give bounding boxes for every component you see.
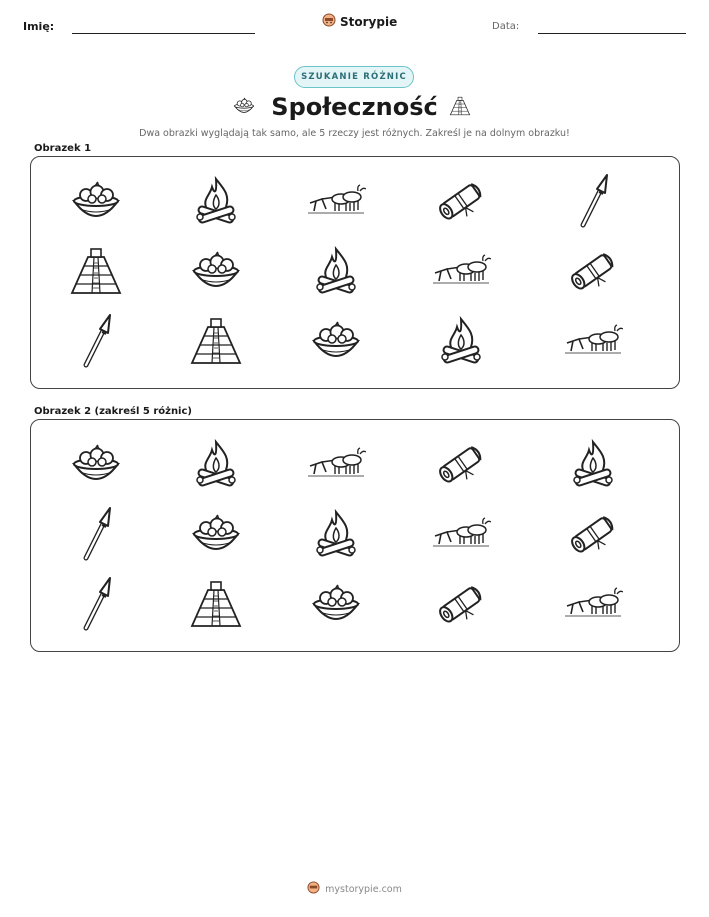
spear-icon[interactable] [66, 506, 126, 562]
ox-plow-icon[interactable] [563, 576, 623, 632]
footer [0, 881, 709, 897]
spear-icon[interactable] [66, 313, 126, 369]
campfire-icon[interactable] [563, 436, 623, 492]
ox-plow-icon[interactable] [306, 173, 366, 229]
storypie-mascot-icon [307, 881, 320, 897]
spear-icon[interactable] [66, 576, 126, 632]
campfire-icon[interactable] [306, 506, 366, 562]
scroll-icon[interactable] [431, 436, 491, 492]
pyramid-icon[interactable] [66, 243, 126, 299]
brand-name: Storypie [340, 14, 398, 29]
footer-site: mystorypie.com [325, 883, 402, 895]
campfire-icon[interactable] [431, 313, 491, 369]
campfire-icon[interactable] [186, 173, 246, 229]
picture1-panel [30, 156, 680, 389]
fruit-bowl-icon[interactable] [186, 243, 246, 299]
ox-plow-icon[interactable] [563, 313, 623, 369]
pyramid-icon[interactable] [186, 313, 246, 369]
fruit-bowl-icon[interactable] [66, 173, 126, 229]
name-label: Imię: [23, 20, 55, 33]
fruit-bowl-icon[interactable] [306, 313, 366, 369]
spear-icon[interactable] [563, 173, 623, 229]
campfire-icon[interactable] [186, 436, 246, 492]
date-field-line[interactable] [538, 33, 686, 34]
fruit-bowl-icon[interactable] [306, 576, 366, 632]
scroll-icon[interactable] [431, 173, 491, 229]
ox-plow-icon[interactable] [431, 506, 491, 562]
fruit-bowl-icon[interactable] [186, 506, 246, 562]
pyramid-icon[interactable] [186, 576, 246, 632]
picture1-label: Obrazek 1 [34, 143, 92, 154]
scroll-icon[interactable] [431, 576, 491, 632]
storypie-mascot-icon [322, 13, 336, 30]
page-title: Społeczność [271, 93, 438, 121]
name-field-line[interactable] [72, 33, 255, 34]
instructions: Dwa obrazki wyglądają tak samo, ale 5 rzeczy jest różnych. Zakreśl je na dolnym obrazku! [139, 128, 570, 139]
ox-plow-icon[interactable] [431, 243, 491, 299]
picture2-label: Obrazek 2 (zakreśl 5 różnic) [34, 406, 192, 417]
worksheet-type-badge: SZUKANIE RÓŻNIC [294, 66, 414, 88]
picture2-panel [30, 419, 680, 652]
scroll-icon[interactable] [563, 506, 623, 562]
date-label: Data: [492, 21, 520, 32]
fruit-bowl-icon[interactable] [66, 436, 126, 492]
scroll-icon[interactable] [563, 243, 623, 299]
pyramid-icon [448, 94, 472, 122]
campfire-icon[interactable] [306, 243, 366, 299]
brand-logo [322, 13, 397, 30]
ox-plow-icon[interactable] [306, 436, 366, 492]
